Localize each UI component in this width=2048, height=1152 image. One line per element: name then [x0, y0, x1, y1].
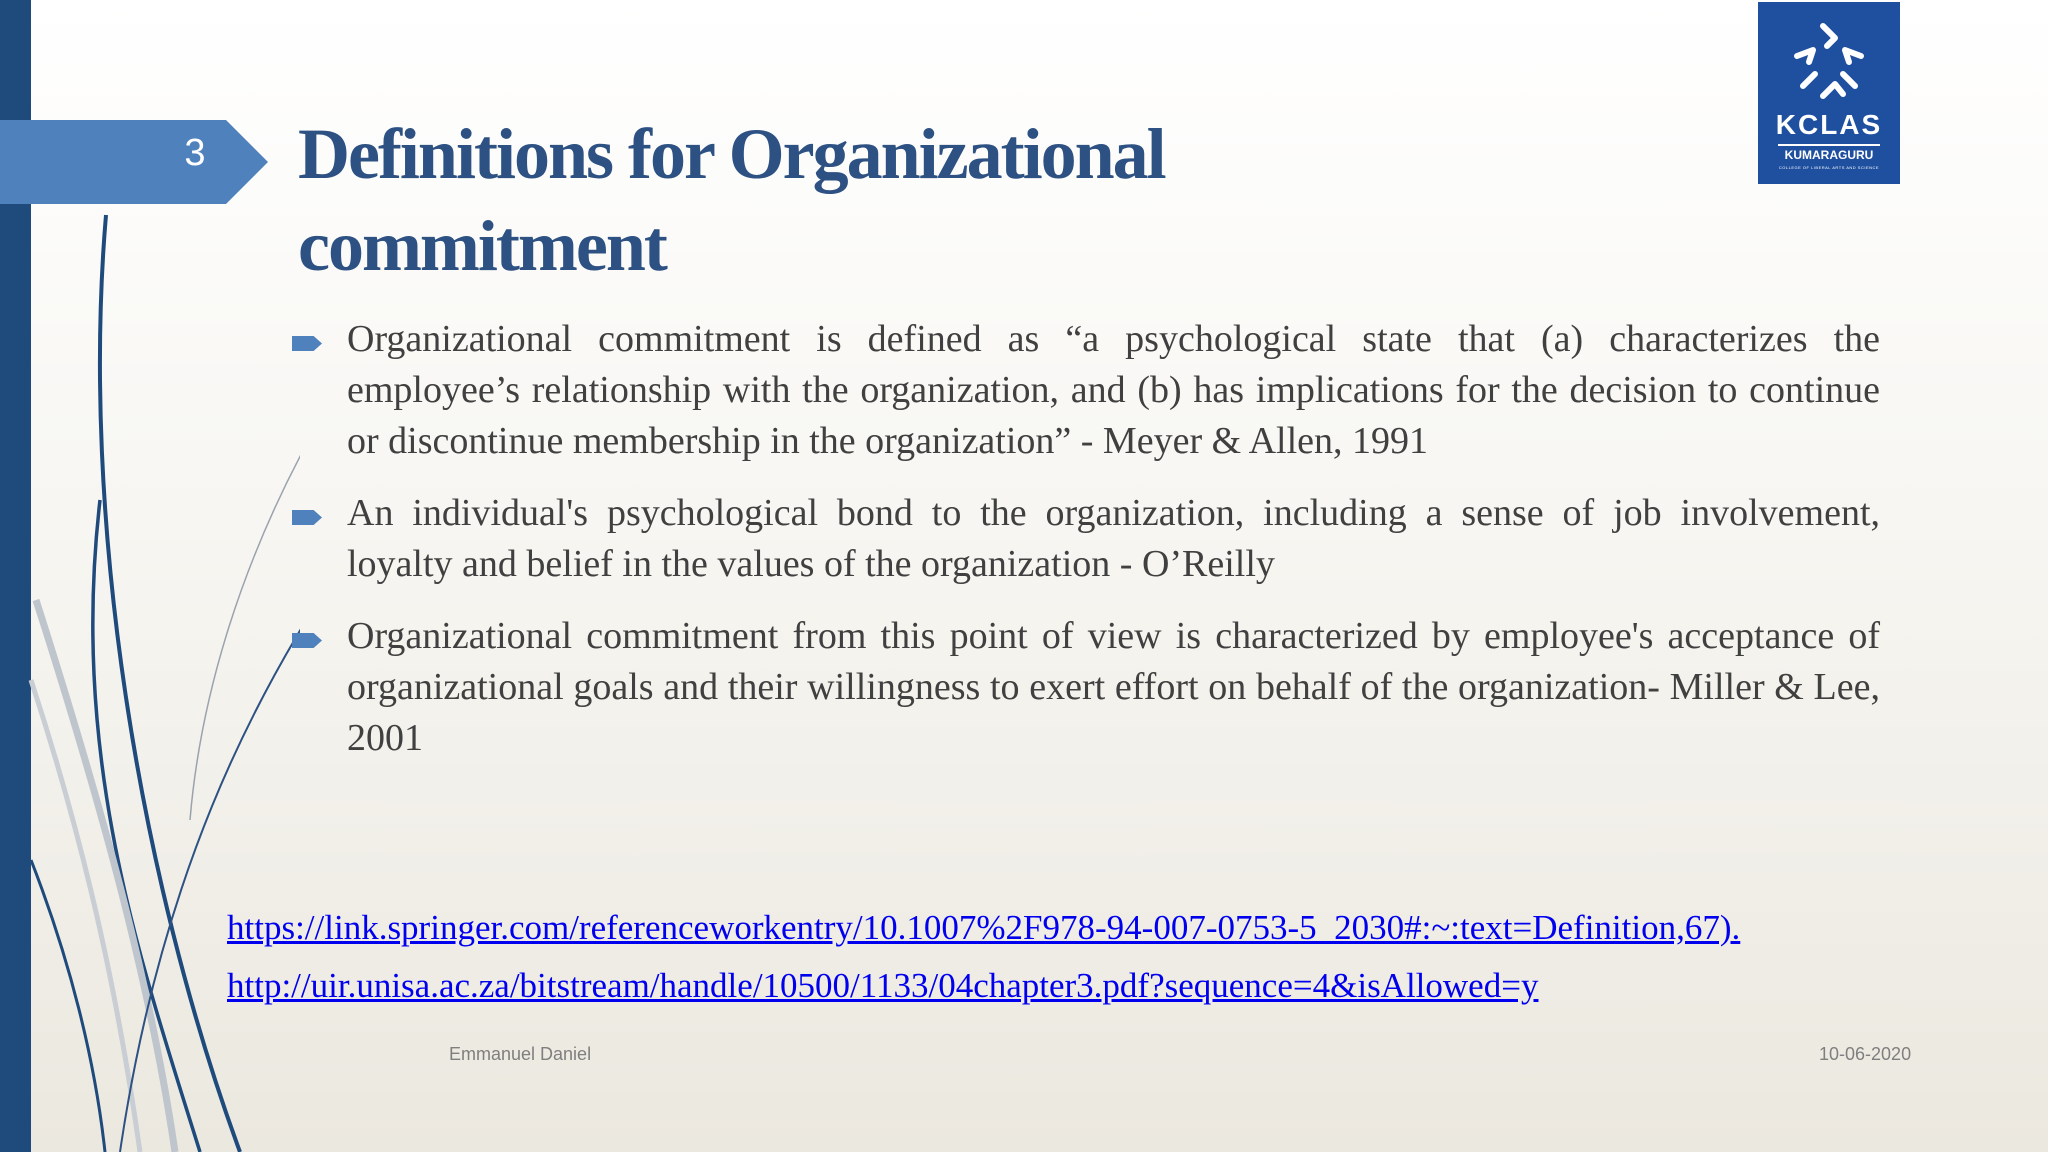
- logo-divider: [1778, 144, 1880, 146]
- definition-item: [290, 488, 1880, 590]
- reference-links: [227, 900, 2007, 1016]
- definition-list: [290, 314, 1880, 785]
- arrow-bullet-icon: [292, 336, 322, 351]
- logo-name: KCLAS: [1775, 109, 1883, 140]
- definition-text: Organizational commitment from this point of view is characterized by employee's acceptance of organizational goals and their willingness to exert effort on behalf of the organization- Miller & Lee, 2001: [347, 615, 1880, 759]
- slide-title-line-2: commitment: [298, 206, 666, 286]
- footer-date: 10-06-2020: [1819, 1044, 1912, 1064]
- logo-subtitle: KUMARAGURU: [1784, 148, 1874, 162]
- reference-link-springer[interactable]: https://link.springer.com/referenceworkentry/10.1007%2F978-94-007-0753-5_2030#:~:text=Definition,67).: [227, 908, 1741, 947]
- slide-title: [298, 108, 1398, 292]
- definition-item: [290, 611, 1880, 764]
- slide-title-line-1: Definitions for Organizational: [298, 114, 1165, 194]
- slide-number: 3: [184, 132, 206, 174]
- definition-text: Organizational commitment is defined as “a psychological state that (a) characterizes the employee’s relationship with the organization, and (b) has implications for the decision to continue or discontinue membership in the organization” - Meyer & Allen, 1991: [347, 318, 1880, 462]
- reference-link-unisa[interactable]: http://uir.unisa.ac.za/bitstream/handle/10500/1133/04chapter3.pdf?sequence=4&isAllowed=y: [227, 966, 1539, 1005]
- footer-author: Emmanuel Daniel: [449, 1044, 592, 1064]
- logo-mark-icon: [1783, 16, 1875, 108]
- slide-number-badge: [0, 120, 268, 204]
- definition-item: [290, 314, 1880, 467]
- logo-tagline: COLLEGE OF LIBERAL ARTS AND SCIENCE: [1778, 165, 1880, 170]
- arrow-bullet-icon: [292, 510, 322, 525]
- definition-text: An individual's psychological bond to the organization, including a sense of job involvement, loyalty and belief in the values of the organization - O’Reilly: [347, 492, 1880, 585]
- arrow-bullet-icon: [292, 633, 322, 648]
- kclas-logo: [1758, 2, 1900, 184]
